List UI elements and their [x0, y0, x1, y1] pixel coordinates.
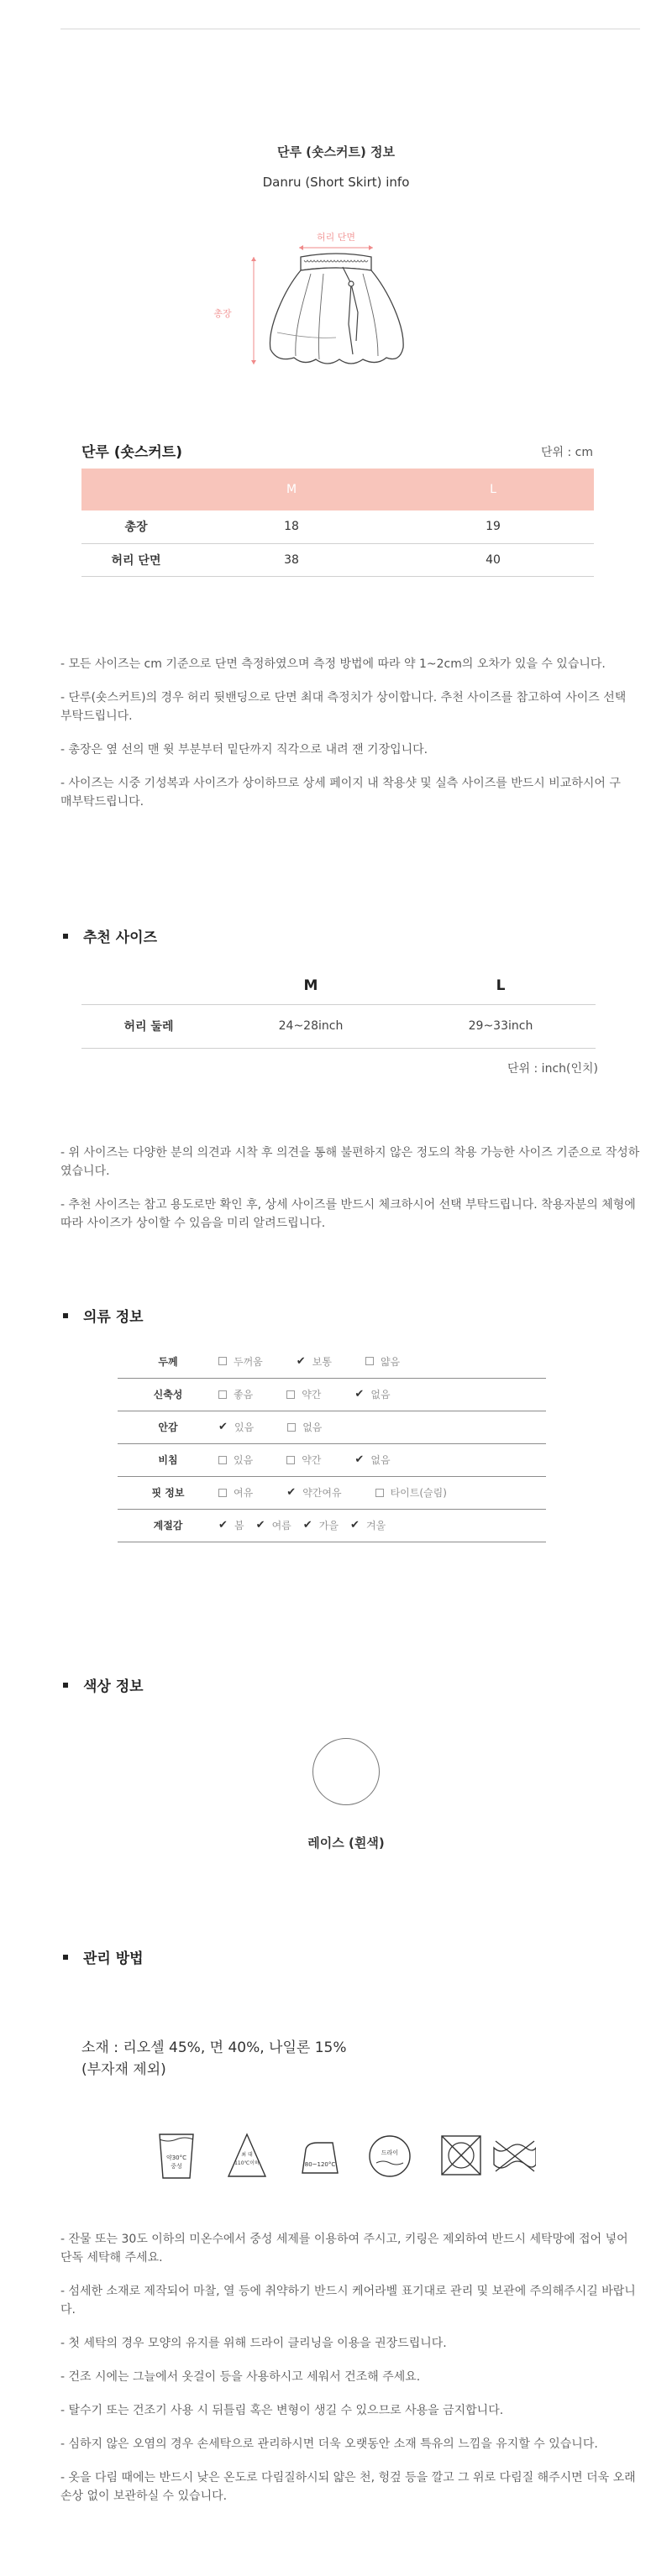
- check-icon: ✔: [296, 1354, 306, 1368]
- option-item: [218, 1387, 253, 1401]
- material-info: [81, 2037, 347, 2081]
- option-item: [286, 1485, 341, 1500]
- option-label: 있음: [234, 1422, 255, 1433]
- table-row: [118, 1411, 546, 1443]
- option-label: 타이트(슬림): [390, 1487, 447, 1499]
- size-table-unit: 단위 : cm: [540, 446, 593, 459]
- option-item: [303, 1518, 339, 1532]
- cell-value: 38: [191, 543, 392, 576]
- note-text: - 건조 시에는 그늘에서 옷걸이 등을 사용하시고 세워서 건조해 주세요.: [60, 2370, 421, 2384]
- hand-wash-icon: [160, 2134, 193, 2178]
- recommend-table: [81, 967, 596, 1049]
- option-item: [218, 1354, 263, 1369]
- hand-wash-label-1: 약30°C: [165, 2155, 187, 2161]
- table-row: [118, 1345, 546, 1378]
- section-title-color: 색상 정보: [63, 1674, 144, 1695]
- check-icon: ✔: [218, 1519, 228, 1531]
- header-cell-l: L: [406, 967, 596, 1004]
- option-item: [375, 1485, 447, 1500]
- table-row: [81, 543, 594, 576]
- section-title-fabric: 의류 정보: [63, 1305, 144, 1326]
- table-row: [81, 510, 594, 543]
- option-item: [218, 1485, 253, 1500]
- cell-value: 18: [191, 510, 392, 543]
- care-notes: [60, 2230, 640, 2521]
- option-label: 여유: [234, 1487, 254, 1499]
- row-label: 허리 단면: [81, 543, 191, 576]
- option-label: 가을: [318, 1520, 339, 1531]
- header-cell-empty: [81, 967, 216, 1004]
- checkbox-empty-icon: [287, 1423, 296, 1432]
- note-text: - 모든 사이즈는 cm 기준으로 단면 측정하였으며 측정 방법에 따라 약 1~2cm의 오차가 있을 수 있습니다.: [60, 657, 606, 671]
- no-bleach-label-2: 110℃이하: [234, 2160, 260, 2166]
- material-line: 소재 : 리오셀 45%, 면 40%, 나일론 15%: [81, 2039, 347, 2056]
- option-label: 있음: [234, 1454, 254, 1466]
- checkbox-empty-icon: [286, 1390, 295, 1399]
- note-text: - 첫 세탁의 경우 모양의 유지를 위해 드라이 클리닝을 이용을 권장드립니다.: [60, 2337, 447, 2350]
- check-icon: ✔: [349, 1519, 360, 1531]
- size-notes: [60, 655, 632, 826]
- cell-value: 19: [392, 510, 594, 543]
- option-label: 약간: [302, 1454, 322, 1466]
- iron-label: 80~120°C: [304, 2161, 336, 2168]
- checkbox-empty-icon: [286, 1456, 295, 1464]
- header-cell-m: M: [216, 967, 406, 1004]
- note-text: - 위 사이즈는 다양한 분의 의견과 시착 후 의견을 통해 불편하지 않은 정도의 착용 가능한 사이즈 기준으로 작성하였습니다.: [60, 1146, 640, 1178]
- option-label: 두꺼움: [234, 1355, 263, 1368]
- size-table: [81, 469, 594, 577]
- table-row: [81, 1004, 596, 1048]
- option-label: 없음: [302, 1422, 323, 1433]
- section-title-care: 관리 방법: [63, 1946, 144, 1967]
- checkbox-empty-icon: [365, 1357, 374, 1365]
- check-icon: ✔: [354, 1453, 365, 1466]
- option-item: [256, 1518, 291, 1532]
- header-cell-m: M: [191, 469, 392, 510]
- option-item: [350, 1518, 386, 1532]
- waist-dim-label: 허리 단면: [316, 232, 356, 243]
- check-icon: ✔: [255, 1519, 265, 1531]
- checkbox-empty-icon: [218, 1456, 227, 1464]
- note-text: - 추천 사이즈는 참고 용도로만 확인 후, 상세 사이즈를 반드시 체크하시어 선택 부탁드립니다. 착용자분의 체형에 따라 사이즈가 상이할 수 있음을 미리 알려드립니다.: [60, 1198, 636, 1230]
- recommend-header: [81, 967, 596, 1004]
- option-label: 얇음: [380, 1355, 401, 1368]
- table-row: [118, 1443, 546, 1476]
- row-label: 두께: [118, 1345, 218, 1378]
- no-bleach-label-1: 최 대: [241, 2152, 253, 2158]
- row-label: 신축성: [118, 1378, 218, 1411]
- row-label: 핏 정보: [118, 1476, 218, 1509]
- product-title-en: Danru (Short Skirt) info: [262, 175, 410, 190]
- option-label: 약간: [302, 1389, 322, 1401]
- no-tumble-dry-icon: [442, 2136, 480, 2175]
- recommend-unit: 단위 : inch(인치): [507, 1062, 598, 1076]
- dry-clean-icon: [370, 2136, 410, 2176]
- care-symbols: [158, 2131, 536, 2181]
- checkbox-empty-icon: [218, 1390, 227, 1399]
- checkbox-empty-icon: [218, 1357, 227, 1365]
- table-row: [118, 1378, 546, 1411]
- option-label: 약간여유: [302, 1487, 342, 1499]
- size-table-header: [81, 469, 594, 510]
- note-text: - 심하지 않은 오염의 경우 손세탁으로 관리하시면 더욱 오랫동안 소재 특유의 느낌을 유지할 수 있습니다.: [60, 2437, 598, 2451]
- note-text: - 옷을 다림 때에는 반드시 낮은 온도로 다림질하시되 얇은 천, 헝겊 등을 깔고 그 위로 다림질 해주시면 더욱 오래 손상 없이 보관하실 수 있습니다.: [60, 2471, 636, 2503]
- option-item: [218, 1453, 253, 1467]
- product-title-ko: 단루 (숏스커트) 정보: [276, 144, 396, 160]
- options-cell: [218, 1509, 546, 1542]
- row-label: 안감: [118, 1411, 218, 1443]
- length-dim-label: 총장: [213, 308, 232, 319]
- option-item: [287, 1420, 322, 1434]
- options-cell: [218, 1345, 546, 1378]
- option-label: 여름: [271, 1520, 291, 1531]
- checkbox-empty-icon: [375, 1489, 384, 1497]
- cell-value: 40: [392, 543, 594, 576]
- color-name: 레이스 (흰색): [307, 1835, 385, 1851]
- recommend-notes: [60, 1144, 648, 1248]
- iron-icon: [302, 2143, 338, 2173]
- check-icon: ✔: [218, 1421, 228, 1433]
- header-cell-l: L: [392, 469, 594, 510]
- options-cell: [218, 1411, 546, 1443]
- option-label: 없음: [370, 1389, 391, 1401]
- color-swatch: [312, 1738, 380, 1805]
- option-item: [286, 1387, 321, 1401]
- cell-value: 29~33inch: [406, 1004, 596, 1048]
- skirt-diagram: [210, 232, 462, 374]
- note-text: - 탈수기 또는 건조기 사용 시 뒤틀림 혹은 변형이 생길 수 있으므로 사용을 금지합니다.: [60, 2404, 504, 2417]
- table-row: [118, 1476, 546, 1509]
- note-text: - 총장은 옆 선의 맨 윗 부분부터 밑단까지 직각으로 내려 잰 기장입니다.: [60, 743, 428, 757]
- option-label: 보통: [312, 1355, 332, 1368]
- option-item: [218, 1420, 254, 1434]
- options-cell: [218, 1443, 546, 1476]
- fabric-info-table: [118, 1345, 546, 1542]
- row-label: 총장: [81, 510, 191, 543]
- option-label: 좋음: [234, 1389, 254, 1401]
- material-note: (부자재 제외): [81, 2061, 166, 2078]
- cell-value: 24~28inch: [216, 1004, 406, 1048]
- section-title-recommend: 추천 사이즈: [63, 925, 157, 946]
- table-row: [118, 1509, 546, 1542]
- note-text: - 단루(숏스커트)의 경우 허리 뒷밴딩으로 단면 최대 측정치가 상이합니다. 추천 사이즈를 참고하여 사이즈 선택 부탁드립니다.: [60, 691, 627, 723]
- option-item: [365, 1354, 400, 1369]
- option-item: [354, 1453, 390, 1467]
- note-text: - 사이즈는 시중 기성복과 사이즈가 상이하므로 상세 페이지 내 착용샷 및 실측 사이즈를 반드시 비교하시어 구매부탁드립니다.: [60, 777, 621, 809]
- option-label: 봄: [234, 1520, 244, 1531]
- row-label: 비침: [118, 1443, 218, 1476]
- no-wring-icon: [494, 2141, 536, 2171]
- dry-clean-label: 드라이: [381, 2149, 399, 2156]
- size-table-title: 단루 (숏스커트): [81, 444, 182, 461]
- option-label: 겨울: [365, 1520, 386, 1531]
- row-label: 허리 둘레: [81, 1004, 216, 1048]
- no-bleach-icon: [228, 2134, 265, 2176]
- options-cell: [218, 1378, 546, 1411]
- note-text: - 섬세한 소재로 제작되어 마찰, 열 등에 취약하기 반드시 케어라벨 표기대로 관리 및 보관에 주의해주시길 바랍니다.: [60, 2285, 636, 2317]
- note-text: - 잔물 또는 30도 이하의 미온수에서 중성 세제를 이용하여 주시고, 키링은 제외하여 반드시 세탁망에 접어 넣어 단독 세탁해 주세요.: [60, 2233, 628, 2264]
- option-item: [286, 1453, 321, 1467]
- check-icon: ✔: [354, 1388, 365, 1401]
- checkbox-empty-icon: [218, 1489, 227, 1497]
- check-icon: ✔: [286, 1486, 297, 1499]
- check-icon: ✔: [302, 1519, 312, 1531]
- hand-wash-label-2: 중성: [171, 2163, 182, 2170]
- header-cell-empty: [81, 469, 191, 510]
- option-item: [354, 1387, 390, 1401]
- options-cell: [218, 1476, 546, 1509]
- option-item: [297, 1354, 332, 1369]
- option-label: 없음: [370, 1454, 391, 1466]
- option-item: [218, 1518, 244, 1532]
- row-label: 계절감: [118, 1509, 218, 1542]
